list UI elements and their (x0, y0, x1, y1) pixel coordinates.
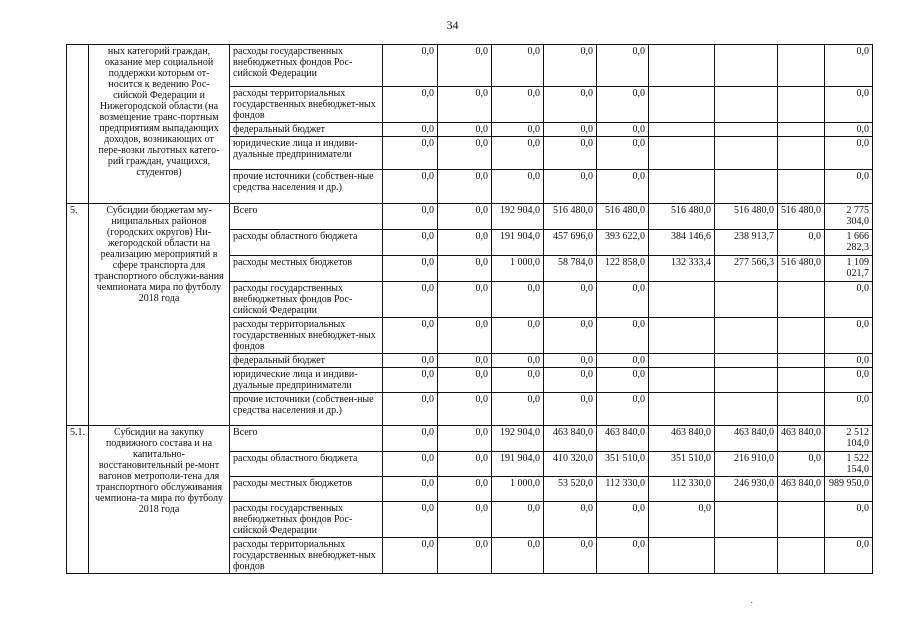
amount-cell: 384 146,6 (649, 230, 715, 256)
funding-source: расходы местных бюджетов (230, 477, 383, 502)
section-name: Субсидии бюджетам му-ниципальных районов (городских округов) Ни-жегородской области на реализацию мероприятий в сфере транспорта для транспортного обслужи-вания чемпионата мира по футболу 2018 года (89, 204, 230, 426)
funding-source: юридические лица и индиви-дуальные предприниматели (230, 137, 383, 170)
amount-cell: 0,0 (438, 256, 492, 282)
amount-cell: 192 904,0 (492, 426, 544, 452)
amount-cell: 463 840,0 (778, 477, 825, 502)
amount-cell: 989 950,0 (825, 477, 873, 502)
amount-cell: 0,0 (544, 354, 597, 368)
amount-cell: 112 330,0 (649, 477, 715, 502)
amount-cell: 0,0 (492, 502, 544, 538)
amount-cell: 0,0 (597, 318, 649, 354)
amount-cell: 0,0 (544, 393, 597, 426)
amount-cell: 216 910,0 (715, 452, 778, 477)
amount-cell (649, 170, 715, 204)
amount-cell: 0,0 (492, 123, 544, 137)
amount-cell: 0,0 (492, 354, 544, 368)
amount-cell (715, 538, 778, 574)
amount-cell: 0,0 (544, 170, 597, 204)
amount-cell (649, 87, 715, 123)
amount-cell: 0,0 (383, 426, 438, 452)
amount-cell: 112 330,0 (597, 477, 649, 502)
amount-cell: 0,0 (438, 123, 492, 137)
amount-cell: 0,0 (825, 318, 873, 354)
amount-cell: 132 333,4 (649, 256, 715, 282)
funding-source: расходы государственных внебюджетных фондов Рос-сийской Федерации (230, 45, 383, 87)
amount-cell: 191 904,0 (492, 452, 544, 477)
amount-cell: 0,0 (383, 137, 438, 170)
amount-cell: 1 000,0 (492, 256, 544, 282)
amount-cell (649, 393, 715, 426)
amount-cell: 0,0 (597, 282, 649, 318)
amount-cell: 0,0 (597, 393, 649, 426)
amount-cell: 516 480,0 (778, 204, 825, 230)
funding-source: расходы территориальных государственных внебюджет-ных фондов (230, 538, 383, 574)
amount-cell: 0,0 (825, 137, 873, 170)
amount-cell: 0,0 (825, 282, 873, 318)
funding-source: расходы государственных внебюджетных фондов Рос-сийской Федерации (230, 502, 383, 538)
amount-cell: 0,0 (438, 452, 492, 477)
amount-cell (715, 137, 778, 170)
amount-cell (715, 170, 778, 204)
amount-cell: 0,0 (778, 230, 825, 256)
amount-cell: 53 520,0 (544, 477, 597, 502)
amount-cell (778, 354, 825, 368)
amount-cell: 0,0 (383, 87, 438, 123)
funding-source: федеральный бюджет (230, 354, 383, 368)
amount-cell: 0,0 (597, 538, 649, 574)
amount-cell: 463 840,0 (544, 426, 597, 452)
amount-cell: 0,0 (544, 137, 597, 170)
amount-cell: 0,0 (778, 452, 825, 477)
amount-cell: 0,0 (383, 230, 438, 256)
amount-cell: 0,0 (597, 137, 649, 170)
amount-cell: 393 622,0 (597, 230, 649, 256)
amount-cell: 0,0 (438, 282, 492, 318)
amount-cell: 0,0 (492, 282, 544, 318)
amount-cell: 0,0 (492, 45, 544, 87)
amount-cell (778, 170, 825, 204)
amount-cell: 0,0 (438, 87, 492, 123)
amount-cell: 0,0 (597, 123, 649, 137)
amount-cell: 0,0 (825, 502, 873, 538)
amount-cell (778, 87, 825, 123)
amount-cell: 0,0 (492, 87, 544, 123)
amount-cell: 463 840,0 (597, 426, 649, 452)
amount-cell: 0,0 (492, 318, 544, 354)
section-name: Субсидии на закупку подвижного состава и на капитально-восстановительный ре-монт вагонов метрополи-тена для транспортного обслуживания чемпиона-та мира по футболу 2018 года (89, 426, 230, 574)
amount-cell (778, 502, 825, 538)
amount-cell: 0,0 (438, 502, 492, 538)
funding-source: расходы государственных внебюджетных фондов Рос-сийской Федерации (230, 282, 383, 318)
amount-cell (715, 318, 778, 354)
amount-cell (649, 354, 715, 368)
amount-cell (778, 318, 825, 354)
amount-cell: 0,0 (438, 538, 492, 574)
amount-cell: 191 904,0 (492, 230, 544, 256)
amount-cell: 0,0 (383, 354, 438, 368)
amount-cell: 0,0 (597, 502, 649, 538)
amount-cell: 58 784,0 (544, 256, 597, 282)
amount-cell: 0,0 (825, 170, 873, 204)
amount-cell (715, 393, 778, 426)
amount-cell: 0,0 (383, 452, 438, 477)
amount-cell: 192 904,0 (492, 204, 544, 230)
amount-cell: 463 840,0 (649, 426, 715, 452)
amount-cell (649, 318, 715, 354)
amount-cell: 0,0 (544, 123, 597, 137)
amount-cell: 0,0 (597, 368, 649, 393)
amount-cell (778, 123, 825, 137)
amount-cell: 463 840,0 (715, 426, 778, 452)
funding-source: прочие источники (собствен-ные средства населения и др.) (230, 393, 383, 426)
amount-cell: 0,0 (383, 170, 438, 204)
amount-cell: 516 480,0 (649, 204, 715, 230)
table-row (67, 45, 873, 87)
amount-cell: 0,0 (597, 354, 649, 368)
amount-cell: 0,0 (544, 368, 597, 393)
table-row (67, 426, 873, 452)
amount-cell: 2 775 304,0 (825, 204, 873, 230)
budget-table (66, 44, 873, 574)
amount-cell (649, 123, 715, 137)
amount-cell: 0,0 (438, 354, 492, 368)
table-row (67, 204, 873, 230)
amount-cell: 0,0 (383, 256, 438, 282)
amount-cell (715, 368, 778, 393)
amount-cell: 410 320,0 (544, 452, 597, 477)
amount-cell: 0,0 (383, 123, 438, 137)
section-number (67, 45, 89, 204)
amount-cell: 516 480,0 (715, 204, 778, 230)
amount-cell: 0,0 (544, 45, 597, 87)
amount-cell: 0,0 (438, 230, 492, 256)
amount-cell (649, 282, 715, 318)
amount-cell: 0,0 (825, 45, 873, 87)
funding-source: расходы территориальных государственных внебюджет-ных фондов (230, 87, 383, 123)
funding-source: юридические лица и индиви-дуальные предприниматели (230, 368, 383, 393)
amount-cell: 277 566,3 (715, 256, 778, 282)
amount-cell (778, 45, 825, 87)
amount-cell: 0,0 (597, 87, 649, 123)
amount-cell (649, 45, 715, 87)
amount-cell: 0,0 (438, 204, 492, 230)
amount-cell: 0,0 (492, 368, 544, 393)
amount-cell: 0,0 (438, 137, 492, 170)
amount-cell: 516 480,0 (778, 256, 825, 282)
amount-cell: 0,0 (383, 45, 438, 87)
amount-cell: 0,0 (438, 170, 492, 204)
amount-cell: 0,0 (492, 170, 544, 204)
amount-cell: 0,0 (383, 318, 438, 354)
amount-cell: 0,0 (544, 282, 597, 318)
amount-cell: 0,0 (492, 538, 544, 574)
funding-source: расходы областного бюджета (230, 452, 383, 477)
amount-cell: 0,0 (649, 502, 715, 538)
amount-cell (715, 354, 778, 368)
scan-mark: · (750, 598, 754, 609)
amount-cell: 1 666 282,3 (825, 230, 873, 256)
amount-cell: 0,0 (383, 204, 438, 230)
amount-cell: 0,0 (383, 477, 438, 502)
amount-cell (649, 368, 715, 393)
amount-cell: 238 913,7 (715, 230, 778, 256)
amount-cell (778, 368, 825, 393)
funding-source: Всего (230, 204, 383, 230)
amount-cell: 0,0 (492, 137, 544, 170)
amount-cell: 0,0 (597, 45, 649, 87)
amount-cell: 0,0 (383, 502, 438, 538)
amount-cell: 2 512 104,0 (825, 426, 873, 452)
amount-cell: 246 930,0 (715, 477, 778, 502)
amount-cell: 0,0 (438, 426, 492, 452)
amount-cell: 0,0 (438, 368, 492, 393)
page-number: 34 (446, 18, 459, 32)
funding-source: федеральный бюджет (230, 123, 383, 137)
amount-cell: 0,0 (438, 477, 492, 502)
amount-cell: 351 510,0 (597, 452, 649, 477)
section-number: 5.1. (67, 426, 89, 574)
funding-source: Всего (230, 426, 383, 452)
amount-cell (649, 538, 715, 574)
amount-cell (715, 502, 778, 538)
amount-cell: 0,0 (438, 318, 492, 354)
amount-cell (649, 137, 715, 170)
section-name: ных категорий граждан, оказание мер социальной поддержки которым от-носится к ведению Рос-сийской Федерации и Нижегородской области (на возмещение транс-портным предприятиям выпадающих доходов, возникающих от пере-возки льготных катего-рий граждан, учащихся, студентов) (89, 45, 230, 204)
amount-cell: 457 696,0 (544, 230, 597, 256)
amount-cell: 0,0 (544, 502, 597, 538)
funding-source: расходы местных бюджетов (230, 256, 383, 282)
amount-cell (715, 87, 778, 123)
amount-cell: 0,0 (383, 368, 438, 393)
amount-cell: 1 000,0 (492, 477, 544, 502)
amount-cell: 0,0 (597, 170, 649, 204)
amount-cell: 1 109 021,7 (825, 256, 873, 282)
amount-cell (778, 137, 825, 170)
amount-cell: 0,0 (825, 368, 873, 393)
amount-cell: 0,0 (825, 87, 873, 123)
amount-cell: 0,0 (544, 538, 597, 574)
amount-cell (778, 393, 825, 426)
amount-cell: 0,0 (383, 393, 438, 426)
amount-cell: 0,0 (825, 354, 873, 368)
amount-cell: 0,0 (825, 123, 873, 137)
funding-source: расходы территориальных государственных внебюджет-ных фондов (230, 318, 383, 354)
amount-cell: 0,0 (492, 393, 544, 426)
amount-cell: 0,0 (825, 393, 873, 426)
section-number: 5. (67, 204, 89, 426)
amount-cell: 0,0 (383, 282, 438, 318)
amount-cell: 122 858,0 (597, 256, 649, 282)
amount-cell: 0,0 (544, 87, 597, 123)
amount-cell (715, 45, 778, 87)
amount-cell: 516 480,0 (544, 204, 597, 230)
amount-cell: 0,0 (438, 45, 492, 87)
funding-source: прочие источники (собствен-ные средства населения и др.) (230, 170, 383, 204)
amount-cell (715, 123, 778, 137)
amount-cell: 463 840,0 (778, 426, 825, 452)
amount-cell: 1 522 154,0 (825, 452, 873, 477)
amount-cell: 0,0 (438, 393, 492, 426)
funding-source: расходы областного бюджета (230, 230, 383, 256)
amount-cell (715, 282, 778, 318)
amount-cell (778, 538, 825, 574)
amount-cell: 0,0 (544, 318, 597, 354)
amount-cell: 0,0 (383, 538, 438, 574)
amount-cell: 516 480,0 (597, 204, 649, 230)
amount-cell: 0,0 (825, 538, 873, 574)
amount-cell: 351 510,0 (649, 452, 715, 477)
amount-cell (778, 282, 825, 318)
